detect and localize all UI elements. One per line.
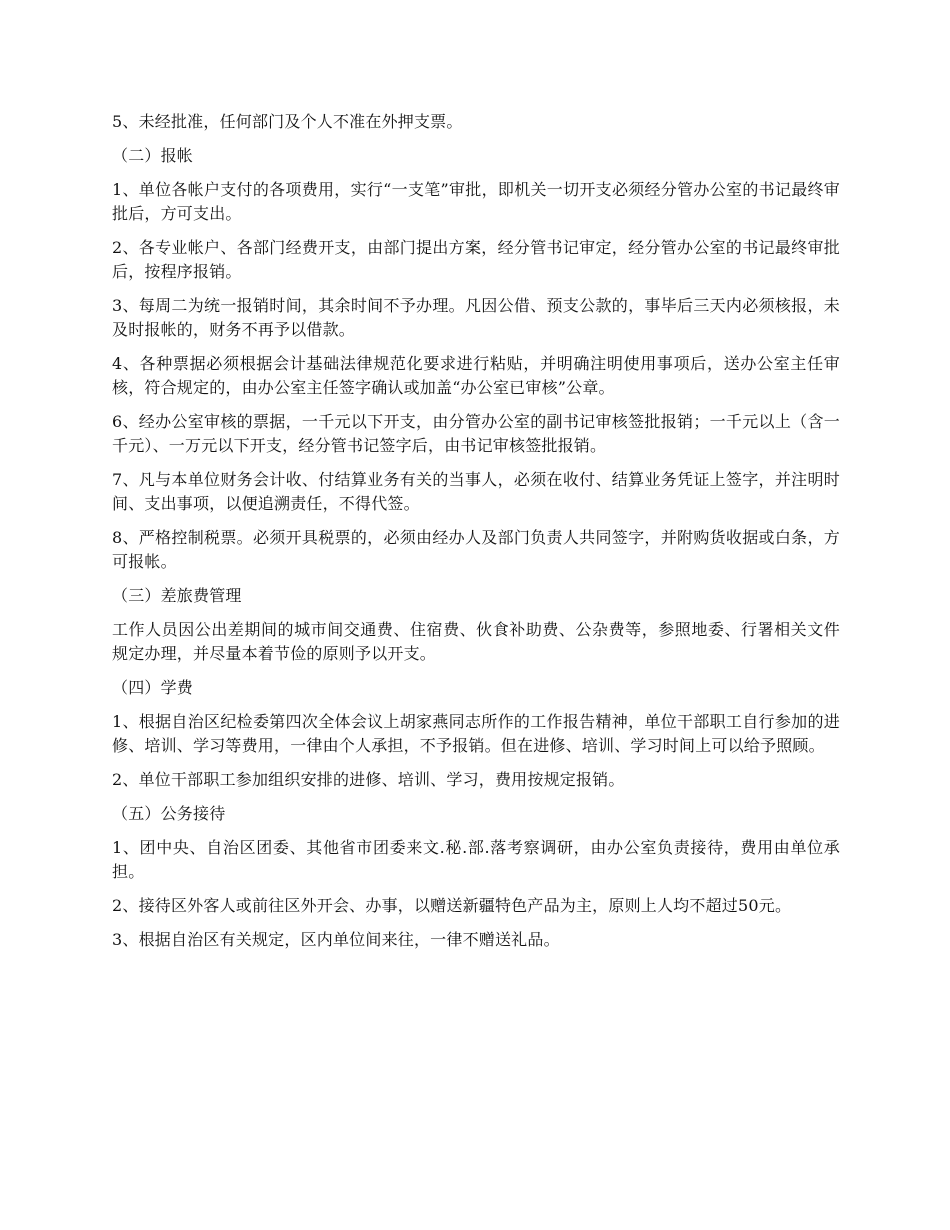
paragraph-baozhang-4: 4、各种票据必须根据会计基础法律规范化要求进行粘贴，并明确注明使用事项后，送办公室主任审核，符合规定的，由办公室主任签字确认或加盖“办公室已审核”公章。 [112, 354, 840, 397]
section-heading-baozhang: （二）报帐 [112, 146, 194, 165]
paragraph-baozhang-2: 2、各专业帐户、各部门经费开支，由部门提出方案，经分管书记审定，经分管办公室的书记最终审批后，按程序报销。 [112, 238, 840, 281]
paragraph-reception-3: 3、根据自治区有关规定，区内单位间来往，一律不赠送礼品。 [112, 930, 560, 949]
section-heading-travel: （三）差旅费管理 [112, 586, 242, 605]
document-body [112, 110, 840, 962]
paragraph-reception-2: 2、接待区外客人或前往区外开会、办事，以赠送新疆特色产品为主，原则上人均不超过50元。 [112, 896, 792, 915]
paragraph-baozhang-8: 8、严格控制税票。必须开具税票的，必须由经办人及部门负责人共同签字，并附购货收据或白条，方可报帐。 [112, 528, 840, 571]
paragraph-tuition-1: 1、根据自治区纪检委第四次全体会议上胡家燕同志所作的工作报告精神，单位干部职工自行参加的进修、培训、学习等费用，一律由个人承担，不予报销。但在进修、培训、学习时间上可以给予照顾。 [112, 712, 840, 755]
paragraph-baozhang-3: 3、每周二为统一报销时间，其余时间不予办理。凡因公借、预支公款的，事毕后三天内必须核报，未及时报帐的，财务不再予以借款。 [112, 296, 840, 339]
paragraph-reception-1: 1、团中央、自治区团委、其他省市团委来文.秘.部.落考察调研，由办公室负责接待，费用由单位承担。 [112, 838, 840, 881]
section-heading-reception: （五）公务接待 [112, 804, 226, 823]
paragraph-travel: 工作人员因公出差期间的城市间交通费、住宿费、伙食补助费、公杂费等，参照地委、行署相关文件规定办理，并尽量本着节俭的原则予以开支。 [112, 620, 840, 663]
paragraph-item-5: 5、未经批准，任何部门及个人不准在外押支票。 [112, 112, 463, 131]
paragraph-baozhang-7: 7、凡与本单位财务会计收、付结算业务有关的当事人，必须在收付、结算业务凭证上签字，并注明时间、支出事项，以便追溯责任，不得代签。 [112, 470, 840, 513]
paragraph-baozhang-1: 1、单位各帐户支付的各项费用，实行“一支笔”审批，即机关一切开支必须经分管办公室的书记最终审批后，方可支出。 [112, 180, 840, 223]
paragraph-tuition-2: 2、单位干部职工参加组织安排的进修、培训、学习，费用按规定报销。 [112, 770, 625, 789]
paragraph-baozhang-6: 6、经办公室审核的票据，一千元以下开支，由分管办公室的副书记审核签批报销；一千元以上（含一千元）、一万元以下开支，经分管书记签字后，由书记审核签批报销。 [112, 412, 840, 455]
section-heading-tuition: （四）学费 [112, 678, 194, 697]
